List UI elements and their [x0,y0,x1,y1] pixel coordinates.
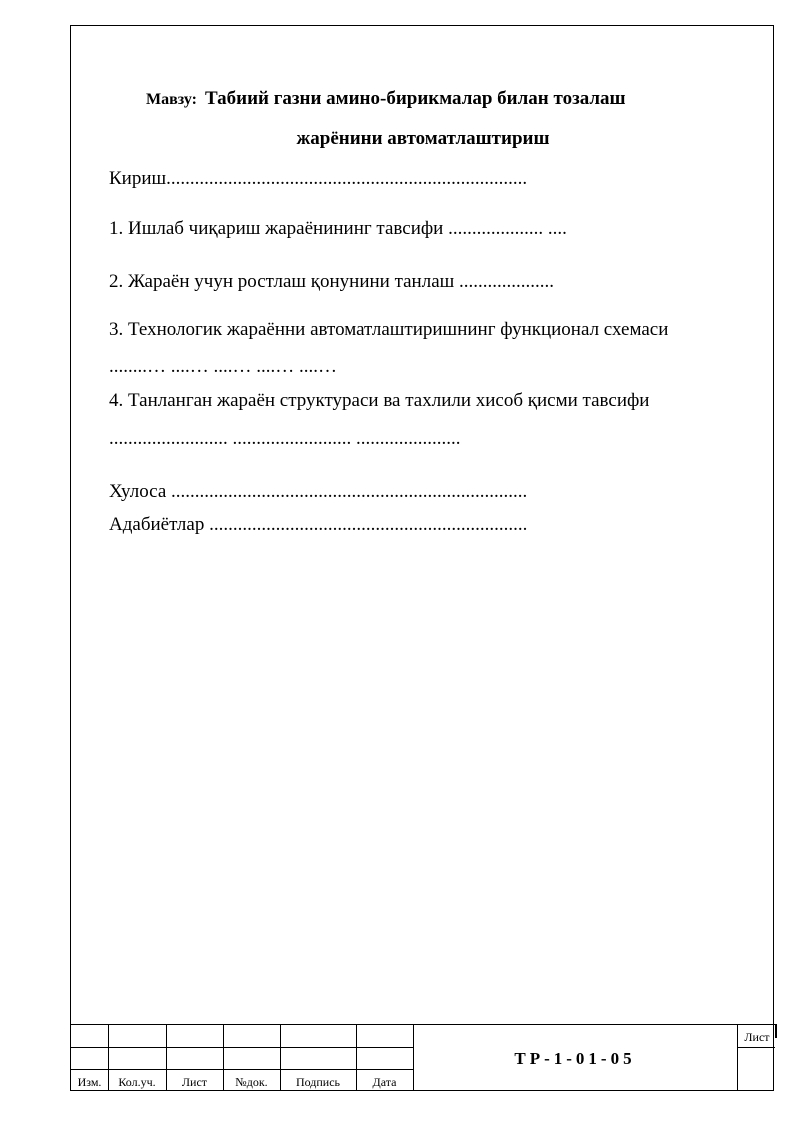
title-line-2: жарёнини автоматлаштириш [296,128,550,149]
frame-edge-tick [775,1024,777,1038]
stamp-label-izm: Изм. [77,1075,102,1089]
stamp-label-list: Лист [181,1075,208,1089]
stamp-label-doc-no: №док. [235,1075,268,1089]
title-prefix: Мавзу: [146,91,197,108]
toc-item-conclusion: Хулоса ........................................................................... [109,481,528,502]
toc-item-references: Адабиётлар ................................................................... [109,514,528,535]
sheet-cell-divider [737,1047,775,1048]
toc-item-4-dots: ......................... ......................... ...................... [109,428,461,449]
toc-item-3-dots: ........… ....… ....… ....… ....… [109,356,337,377]
toc-item-introduction: Кириш............................................................................ [109,168,528,189]
document-code: ТР-1-01-05 [514,1049,636,1068]
toc-item-2: 2. Жараён учун ростлаш қонунини танлаш .................... [109,271,555,292]
toc-item-1: 1. Ишлаб чиқариш жараёнининг тавсифи .................... .... [109,218,567,239]
stamp-row-divider-1 [71,1047,413,1048]
stamp-label-kol-uch: Кол.уч. [118,1075,156,1089]
title-block-stamp [71,1024,775,1092]
toc-item-4: 4. Танланган жараён структураси ва тахлили хисоб қисми тавсифи [109,390,650,411]
stamp-label-signature: Подпись [295,1075,341,1089]
stamp-row-divider-2 [71,1069,413,1070]
title-line-1 [146,88,626,110]
page-frame [70,25,774,1091]
toc-item-3: 3. Технологик жараённи автоматлаштиришнинг функционал схемаси [109,319,669,340]
stamp-label-date: Дата [372,1075,397,1089]
sheet-label: Лист [744,1030,770,1044]
stamp-col-divider [737,1025,738,1091]
title-text-1: Табиий газни амино-бирикмалар билан тозалаш [204,88,626,109]
